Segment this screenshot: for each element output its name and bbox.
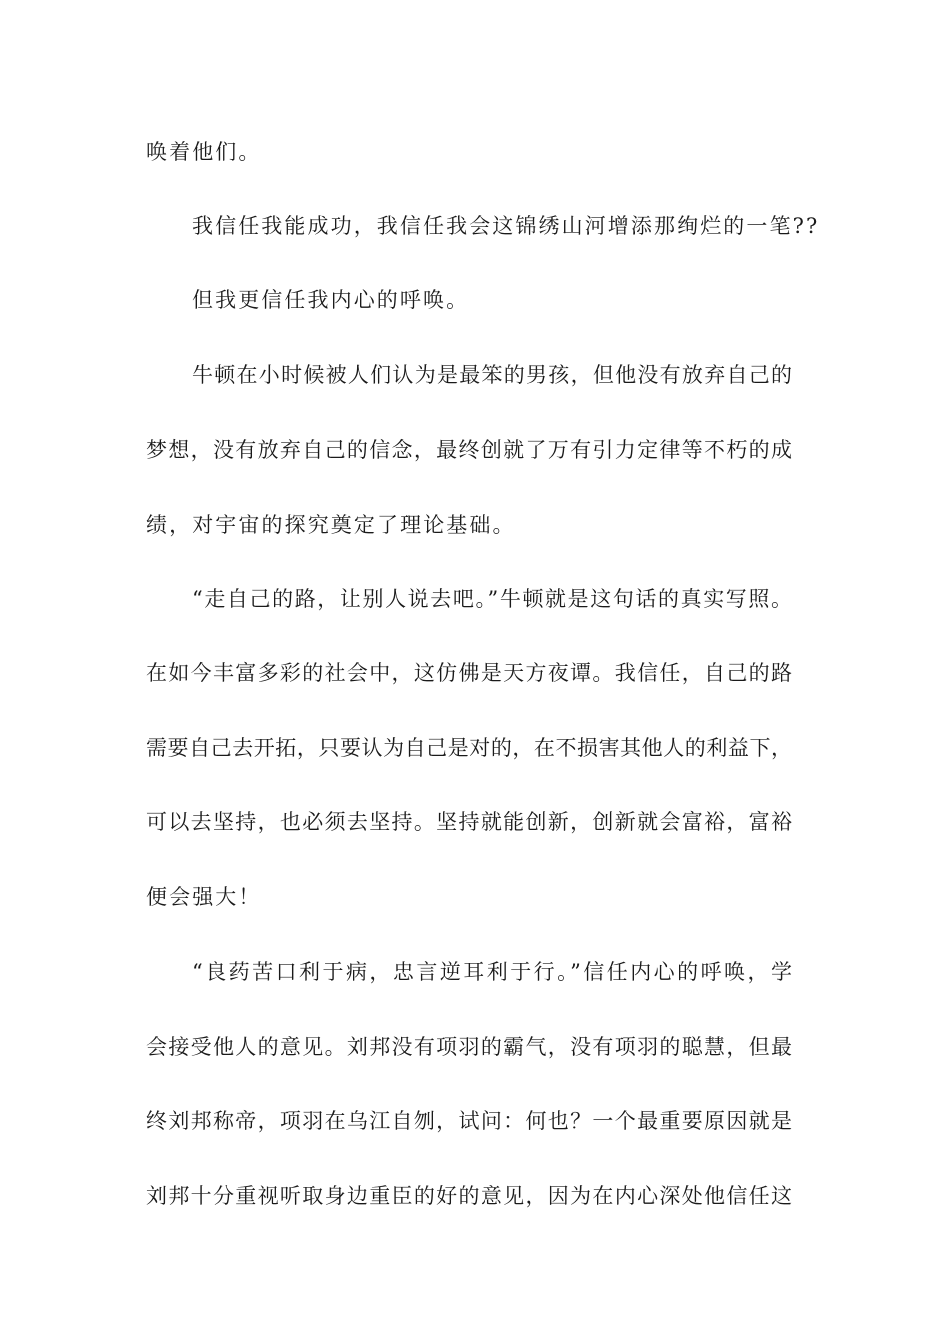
text-line: 会接受他人的意见。刘邦没有项羽的霸气，没有项羽的聪慧，但最 [146, 1035, 792, 1059]
text-line: 绩，对宇宙的探究奠定了理论基础。 [146, 513, 516, 537]
text-line: 梦想，没有放弃自己的信念，最终创就了万有引力定律等不朽的成 [146, 438, 792, 462]
text-line: 牛顿在小时候被人们认为是最笨的男孩，但他没有放弃自己的 [192, 363, 792, 387]
text-line: 需要自己去开拓，只要认为自己是对的，在不损害其他人的利益下， [146, 736, 792, 760]
text-line: “良药苦口利于病，忠言逆耳利于行。”信任内心的呼唤，学 [192, 960, 792, 984]
text-line: 可以去坚持，也必须去坚持。坚持就能创新，创新就会富裕，富裕 [146, 810, 792, 834]
text-line: 但我更信任我内心的呼唤。 [192, 288, 470, 312]
text-line: 我信任我能成功，我信任我会这锦绣山河增添那绚烂的一笔?? [192, 214, 820, 238]
text-line: 终刘邦称帝，项羽在乌江自刎，试问：何也？一个最重要原因就是 [146, 1109, 792, 1133]
text-line: 刘邦十分重视听取身边重臣的好的意见，因为在内心深处他信任这 [146, 1184, 792, 1208]
text-line: 在如今丰富多彩的社会中，这仿佛是天方夜谭。我信任，自己的路 [146, 661, 792, 685]
text-line: “走自己的路，让别人说去吧。”牛顿就是这句话的真实写照。 [192, 587, 792, 611]
text-line: 唤着他们。 [146, 140, 262, 164]
text-line: 便会强大！ [146, 885, 262, 909]
